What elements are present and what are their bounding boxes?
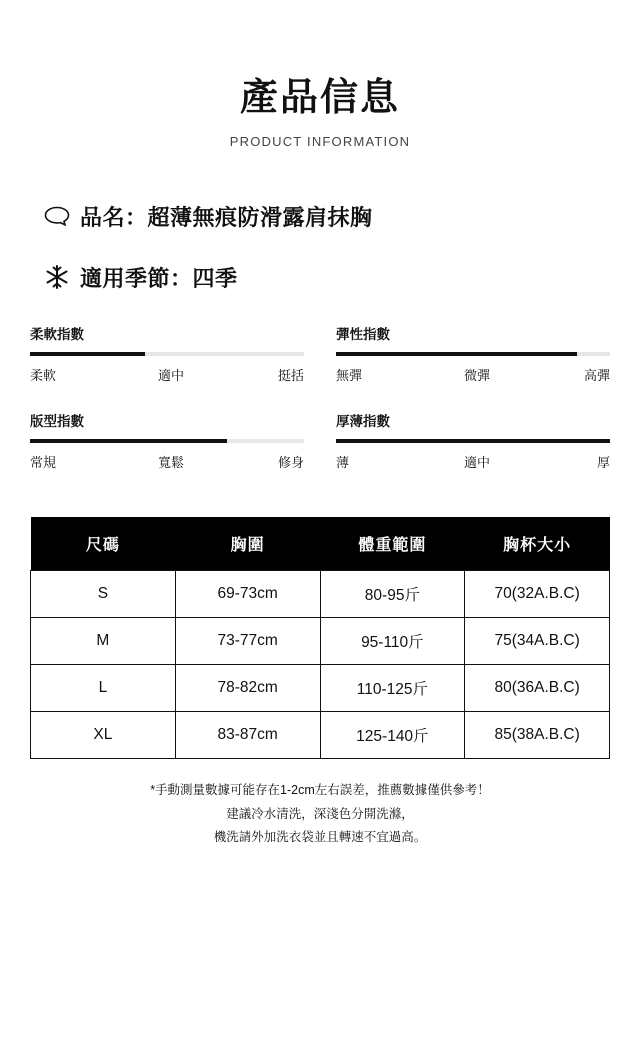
info-row-label: 品名：超薄無痕防滑露肩抹胸 [80, 204, 373, 230]
meter-fill [30, 439, 227, 443]
meter-label: 柔軟指數 [30, 326, 84, 342]
meter-scale-mid: 適中 [463, 454, 490, 470]
cell-size: L [31, 664, 176, 711]
cell-cup: 80(36A.B.C) [465, 664, 610, 711]
meter-scale-high: 修身 [277, 454, 304, 470]
cell-weight: 80-95斤 [320, 570, 465, 617]
snowflake-icon [42, 262, 72, 292]
cell-cup: 85(38A.B.C) [465, 711, 610, 758]
note-line: 機洗請外加洗衣袋並且轉速不宜過高。 [213, 830, 427, 845]
meter-elasticity [336, 323, 610, 384]
meter-scale [336, 365, 610, 384]
speech-bubble-icon [42, 201, 72, 231]
cell-weight: 95-110斤 [320, 617, 465, 664]
meter-label: 彈性指數 [336, 326, 390, 342]
cell-weight: 125-140斤 [320, 711, 465, 758]
table-header-row [31, 517, 610, 571]
column-header-weight-range: 體重範圍 [320, 517, 465, 571]
column-header-bust: 胸圍 [175, 517, 320, 571]
note-line: *手動測量數據可能存在1-2cm左右誤差，推薦數據僅供參考！ [150, 782, 490, 797]
care-notes [0, 779, 640, 850]
cell-weight: 110-125斤 [320, 664, 465, 711]
cell-cup: 75(34A.B.C) [465, 617, 610, 664]
page-title: 產品信息 [239, 77, 400, 119]
meter-fit [30, 410, 304, 471]
product-info-list [0, 201, 640, 293]
cell-bust: 69-73cm [175, 570, 320, 617]
meter-scale [30, 452, 304, 471]
meter-scale-high: 厚 [596, 454, 610, 470]
meter-softness [30, 323, 304, 384]
meter-scale-low: 柔軟 [30, 367, 57, 383]
meter-scale-low: 薄 [336, 454, 350, 470]
meter-track [30, 352, 304, 356]
page-subtitle: PRODUCT INFORMATION [229, 133, 411, 149]
size-table [30, 517, 610, 759]
meter-track [30, 439, 304, 443]
table-row [31, 570, 610, 617]
info-row-product-name [42, 201, 640, 232]
meter-scale-low: 常規 [30, 454, 57, 470]
meter-scale-mid: 微彈 [463, 367, 490, 383]
cell-size: M [31, 617, 176, 664]
meter-scale-high: 挺括 [277, 367, 304, 383]
cell-bust: 83-87cm [175, 711, 320, 758]
index-meters [0, 323, 640, 471]
size-table-body [31, 570, 610, 758]
cell-cup: 70(32A.B.C) [465, 570, 610, 617]
column-header-cup-size: 胸杯大小 [465, 517, 610, 571]
size-table-wrapper [30, 517, 610, 759]
meter-thickness [336, 410, 610, 471]
meter-fill [336, 439, 610, 443]
note-line: 建議冷水清洗，深淺色分開洗滌， [226, 806, 414, 821]
meter-scale-high: 高彈 [583, 367, 610, 383]
meter-track [336, 439, 610, 443]
cell-size: XL [31, 711, 176, 758]
table-row [31, 664, 610, 711]
meter-scale [336, 452, 610, 471]
column-header-size: 尺碼 [31, 517, 176, 571]
table-row [31, 711, 610, 758]
cell-bust: 78-82cm [175, 664, 320, 711]
info-row-label: 適用季節：四季 [80, 265, 238, 291]
size-table-header [31, 517, 610, 571]
table-row [31, 617, 610, 664]
meter-label: 厚薄指數 [336, 413, 390, 429]
meter-label: 版型指數 [30, 413, 84, 429]
meter-scale-mid: 寬鬆 [157, 454, 184, 470]
meter-scale-mid: 適中 [157, 367, 184, 383]
meter-fill [336, 352, 577, 356]
cell-size: S [31, 570, 176, 617]
cell-bust: 73-77cm [175, 617, 320, 664]
meter-fill [30, 352, 145, 356]
meter-scale-low: 無彈 [336, 367, 363, 383]
info-row-season [42, 262, 640, 293]
meter-track [336, 352, 610, 356]
page-header [0, 0, 640, 149]
meter-scale [30, 365, 304, 384]
